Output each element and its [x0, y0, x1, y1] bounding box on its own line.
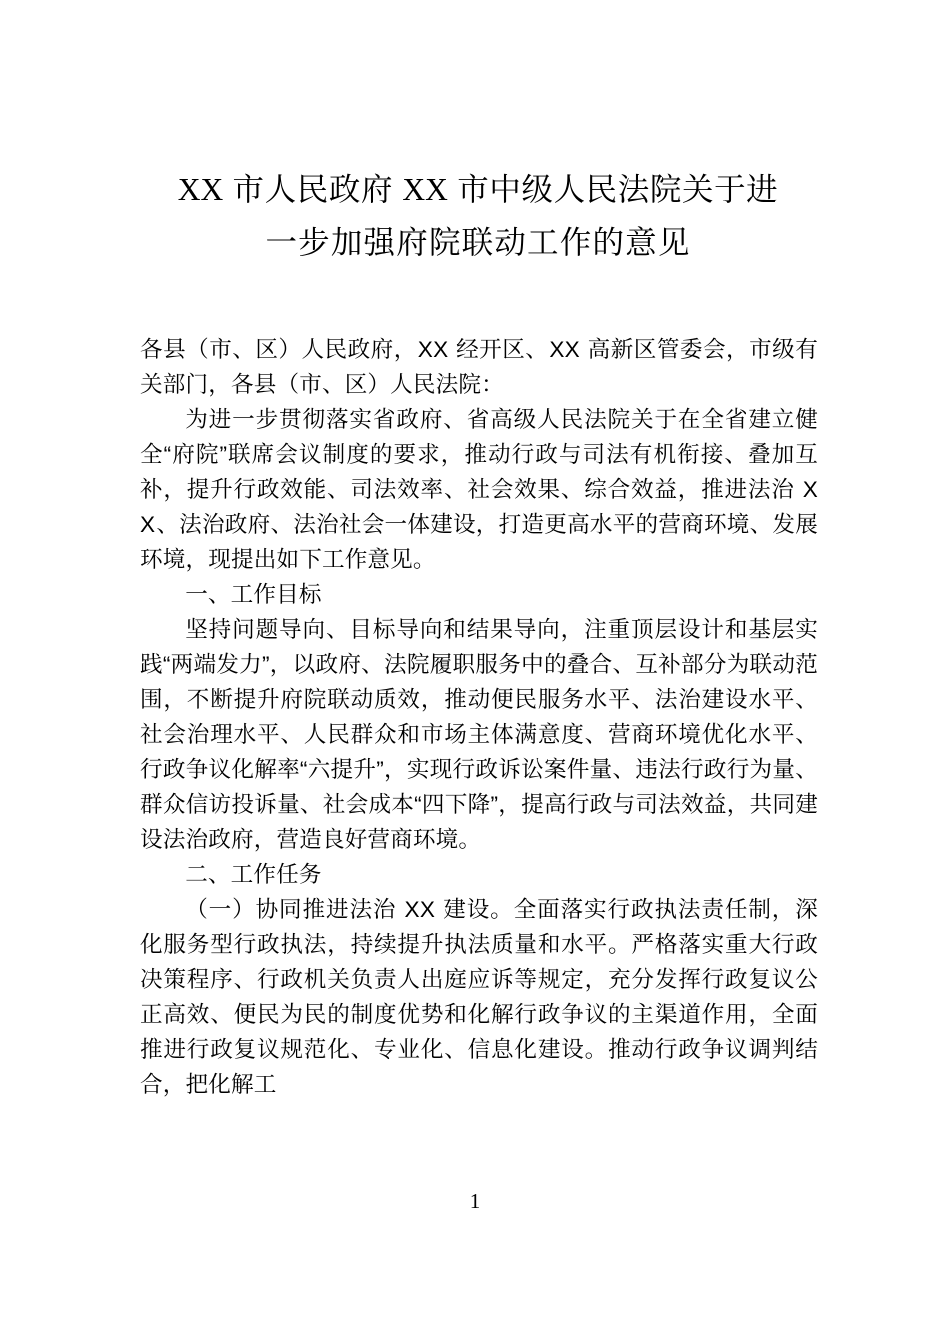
- paragraph-preamble: 为进一步贯彻落实省政府、省高级人民法院关于在全省建立健全“府院”联席会议制度的要求，推动行政与司法有机衔接、叠加互补，提升行政效能、司法效率、社会效果、综合效益，推进法治 XX、法治政府、法治社会一体建设，打造更高水平的营商环境、发展环境，现提出如下工作意见。: [140, 407, 818, 572]
- paragraph-addressee: 各县（市、区）人民政府，XX 经开区、XX 高新区管委会，市级有关部门，各县（市、区）人民法院：: [140, 337, 818, 397]
- document-title: [140, 163, 816, 268]
- section-heading-work-goals: 一、工作目标: [185, 582, 322, 607]
- document-title-line-2: 一步加强府院联动工作的意见: [265, 224, 691, 260]
- section-heading-work-tasks: 二、工作任务: [185, 862, 322, 887]
- document-title-line-1: XX 市人民政府 XX 市中级人民法院关于进: [177, 171, 779, 207]
- paragraph-work-goals-body: 坚持问题导向、目标导向和结果导向，注重顶层设计和基层实践“两端发力”，以政府、法院履职服务中的叠合、互补部分为联动范围，不断提升府院联动质效，推动便民服务水平、法治建设水平、社会治理水平、人民群众和市场主体满意度、营商环境优化水平、行政争议化解率“六提升”，实现行政诉讼案件量、违法行政行为量、群众信访投诉量、社会成本“四下降”，提高行政与司法效益，共同建设法治政府，营造良好营商环境。: [140, 617, 818, 852]
- paragraph-task-item-1: （一）协同推进法治 XX 建设。全面落实行政执法责任制，深化服务型行政执法，持续提升执法质量和水平。严格落实重大行政决策程序、行政机关负责人出庭应诉等规定，充分发挥行政复议公正高效、便民为民的制度优势和化解行政争议的主渠道作用，全面推进行政复议规范化、专业化、信息化建设。推动行政争议调判结合，把化解工: [140, 897, 818, 1097]
- page-number: 1: [469, 1189, 481, 1213]
- document-body: [140, 332, 818, 1102]
